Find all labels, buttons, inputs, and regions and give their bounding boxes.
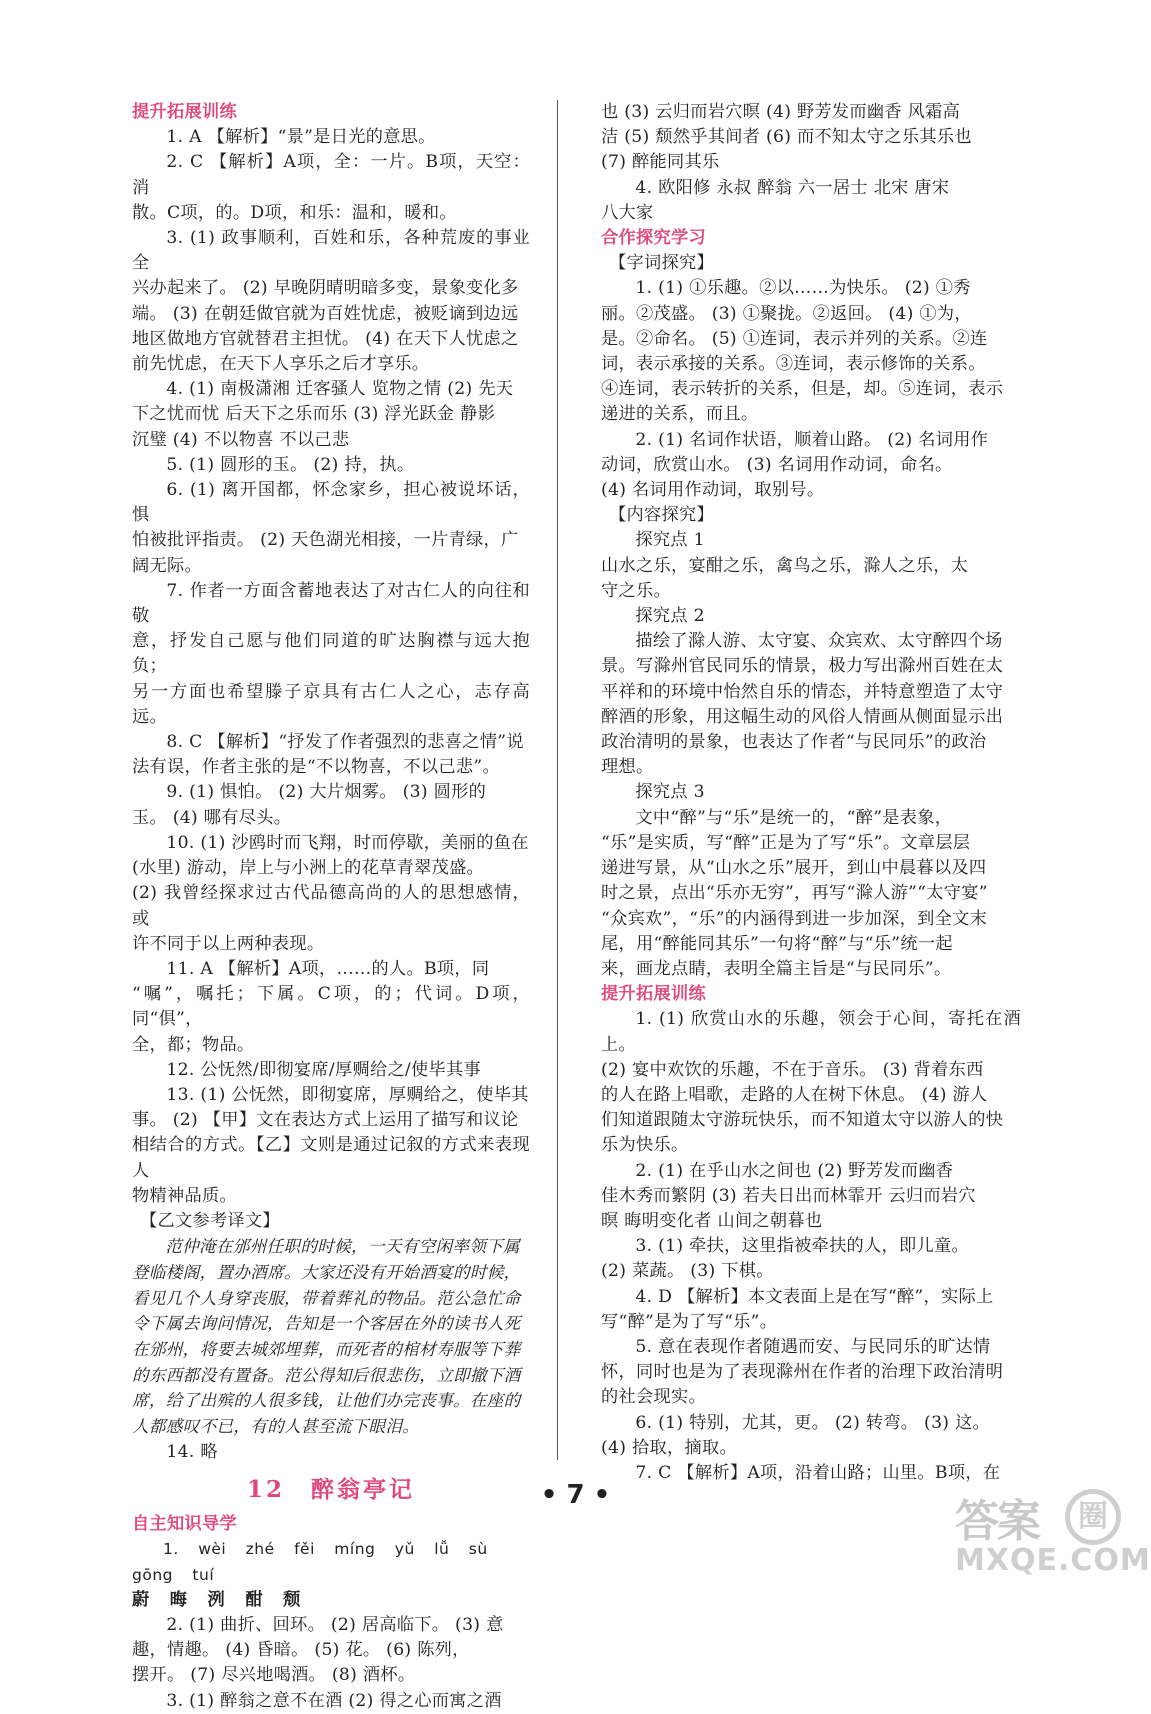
answer-line: 散。C项，的。D项，和乐：温和，暖和。 bbox=[132, 202, 457, 223]
watermark-url: MXQE.COM bbox=[955, 1543, 1151, 1578]
answer-line: 4. (1) 南极潇湘 迁客骚人 览物之情 (2) 先天 bbox=[166, 379, 514, 400]
right-column bbox=[601, 100, 1021, 1486]
answer-line: 2. C 【解析】A项，全：一片。B项，天空：消 bbox=[132, 152, 530, 198]
answer-line: 全，都；物品。 bbox=[132, 1034, 255, 1055]
pinyin-line: 1. wèi zhé fěi míng yǔ lǚ sù gōng tuí bbox=[132, 1540, 488, 1584]
answer-line: 的人在路上唱歌，走路的人在树下休息。 (4) 游人 bbox=[601, 1084, 988, 1105]
answer-line: 洁 (5) 颓然乎其间者 (6) 而不知太守之乐其乐也 bbox=[601, 127, 972, 148]
answer-line: (2) 宴中欢饮的乐趣，不在于音乐。 (3) 背着东西 bbox=[601, 1059, 984, 1080]
answer-line: 递进写景，从“山水之乐”展开，到山中晨暮以及四 bbox=[601, 858, 987, 879]
subsection-label: 【乙文参考译文】 bbox=[140, 1210, 280, 1231]
answer-line: (2) 菜蔬。 (3) 下棋。 bbox=[601, 1261, 774, 1282]
answer-line: 5. 意在表现作者随遇而安、与民同乐的旷达情 bbox=[635, 1336, 991, 1357]
answer-line: 平祥和的环境中怡然自乐的情态，并特意塑造了太守 bbox=[601, 681, 1004, 702]
answer-line: 2. (1) 名词作状语，顺着山路。 (2) 名词用作 bbox=[635, 429, 989, 450]
answer-line: 1. A 【解析】“景”是日光的意思。 bbox=[166, 127, 436, 148]
answer-line: 6. (1) 离开国都，怀念家乡，担心被说坏话，惧 bbox=[132, 480, 530, 526]
answer-line: 怀，同时也是为了表现滁州在作者的治理下政治清明 bbox=[601, 1362, 1004, 1383]
answer-line: 13. (1) 公怃然，即彻宴席，厚赒给之，使毕其 bbox=[166, 1084, 529, 1105]
translation-line: 的东西都没有置备。范公得知后很悲伤，立即撤下酒 bbox=[132, 1365, 521, 1385]
answer-line: “乐”是实质，写“醉”正是为了写“乐”。文章层层 bbox=[601, 832, 971, 853]
answer-line: 意，抒发自己愿与他们同道的旷达胸襟与远大抱负； bbox=[132, 631, 530, 677]
answer-line: 阔无际。 bbox=[132, 555, 202, 576]
answer-line: 端。 (3) 在朝廷做官就为百姓忧虑，被贬谪到边远 bbox=[132, 303, 519, 324]
answer-line: 佳木秀而繁阴 (3) 若夫日出而林霏开 云归而岩穴 bbox=[601, 1185, 976, 1206]
answer-line: 下之忧而忧 后天下之乐而乐 (3) 浮光跃金 静影 bbox=[132, 404, 496, 425]
answer-line: 暝 晦明变化者 山间之朝暮也 bbox=[601, 1210, 823, 1231]
answer-line: 写“醉”是为了写“乐”。 bbox=[601, 1311, 778, 1332]
answer-line: 八大家 bbox=[601, 202, 654, 223]
answer-line: 文中“醉”与“乐”是统一的，“醉”是表象， bbox=[635, 807, 953, 828]
answer-line: 9. (1) 惧怕。 (2) 大片烟雾。 (3) 圆形的 bbox=[166, 782, 487, 803]
answer-line: 动词，欣赏山水。 (3) 名词用作动词，命名。 bbox=[601, 454, 953, 475]
answer-line: 4. 欧阳修 永叔 醉翁 六一居士 北宋 唐宋 bbox=[635, 177, 950, 198]
answer-line: 山水之乐，宴酣之乐，禽鸟之乐，滁人之乐，太 bbox=[601, 555, 969, 576]
inquiry-point-label: 探究点 3 bbox=[635, 782, 705, 803]
column-divider bbox=[557, 100, 558, 1460]
inquiry-point-label: 探究点 1 bbox=[635, 530, 705, 551]
answer-line: 描绘了滁人游、太守宴、众宾欢、太守醉四个场 bbox=[635, 631, 1003, 652]
answer-line: 来，画龙点睛，表明全篇主旨是“与民同乐”。 bbox=[601, 958, 952, 979]
answer-line: 尾，用“醉能同其乐”一句将“醉”与“乐”统一起 bbox=[601, 933, 953, 954]
answer-line: 14. 略 bbox=[166, 1441, 218, 1462]
answer-line: 时之景，点出“乐亦无穷”，再写“滁人游”“太守宴” bbox=[601, 883, 988, 904]
answer-line: 玉。 (4) 哪有尽头。 bbox=[132, 807, 292, 828]
translation-line: 席，给了出殡的人很多钱，让他们办完丧事。在座的 bbox=[132, 1391, 521, 1411]
answer-line: 3. (1) 醉翁之意不在酒 (2) 得之心而寓之酒 bbox=[166, 1690, 502, 1711]
answer-line: 7. 作者一方面含蓄地表达了对古仁人的向往和敬 bbox=[132, 580, 530, 627]
answer-line: 政治清明的景象，也表达了作者“与民同乐”的政治 bbox=[601, 732, 987, 753]
watermark bbox=[945, 1485, 1151, 1585]
section-heading: 提升拓展训练 bbox=[601, 984, 706, 1005]
answer-line: (水里) 游动，岸上与小洲上的花草青翠茂盛。 bbox=[132, 858, 485, 879]
answer-line: 4. D 【解析】本文表面上是在写“醉”，实际上 bbox=[635, 1286, 994, 1307]
translation-line: 人都感叹不已，有的人甚至流下眼泪。 bbox=[132, 1417, 420, 1437]
answer-line: 1. (1) 欣赏山水的乐趣，领会于心间，寄托在酒上。 bbox=[601, 1009, 1021, 1055]
answer-line: 景。写滁州官民同乐的情景，极力写出滁州百姓在太 bbox=[601, 656, 1004, 677]
answer-line: 2. (1) 在乎山水之间也 (2) 野芳发而幽香 bbox=[635, 1160, 954, 1181]
answer-line: ④连词，表示转折的关系，但是，却。⑤连词，表示 bbox=[601, 379, 1004, 400]
answer-line: “嘱”，嘱托；下属。C项，的；代词。D项，同“俱”， bbox=[132, 984, 530, 1030]
answer-line: 前先忧虑，在天下人享乐之后才享乐。 bbox=[132, 354, 430, 375]
answer-line: 另一方面也希望滕子京具有古仁人之心，志存高远。 bbox=[132, 681, 530, 727]
answer-line: 们知道跟随太守游玩快乐，而不知道太守以游人的快 bbox=[601, 1110, 1004, 1131]
subsection-label: 【字词探究】 bbox=[609, 253, 714, 274]
answer-line: 摆开。 (7) 尽兴地喝酒。 (8) 酒杯。 bbox=[132, 1665, 416, 1686]
answer-line: 事。 (2) 【甲】文在表达方式上运用了描写和议论 bbox=[132, 1110, 519, 1131]
translation-line: 看见几个人身穿丧服，带着葬礼的物品。范公急忙命 bbox=[132, 1288, 521, 1308]
answer-line: 3. (1) 政事顺利，百姓和乐，各种荒废的事业全 bbox=[132, 228, 530, 274]
answer-line: 3. (1) 牵扶，这里指被牵扶的人，即儿童。 bbox=[635, 1236, 969, 1257]
answer-line: 相结合的方式。【乙】文则是通过记叙的方式来表现人 bbox=[132, 1135, 530, 1181]
answer-line: (2) 我曾经探求过古代品德高尚的人的思想感情，或 bbox=[132, 883, 530, 929]
answer-line: (7) 醉能同其乐 bbox=[601, 152, 720, 173]
answer-line: 许不同于以上两种表现。 bbox=[132, 933, 325, 954]
inquiry-point-label: 探究点 2 bbox=[635, 606, 705, 627]
answer-line: 理想。 bbox=[601, 757, 654, 778]
answer-line: 也 (3) 云归而岩穴暝 (4) 野芳发而幽香 风霜高 bbox=[601, 102, 961, 122]
answer-line: (4) 名词用作动词，取别号。 bbox=[601, 480, 825, 501]
watermark-circle-icon: 圈 bbox=[1065, 1489, 1121, 1545]
answer-line: 地区做地方官就替君主担忧。 (4) 在天下人忧虑之 bbox=[132, 328, 519, 349]
answer-line: 丽。②茂盛。 (3) ①聚拢。②返回。 (4) ①为， bbox=[601, 303, 972, 324]
answer-line: 沉璧 (4) 不以物喜 不以己悲 bbox=[132, 429, 350, 450]
answer-line: (4) 拾取，摘取。 bbox=[601, 1437, 737, 1458]
answer-line: 醉酒的形象，用这幅生动的风俗人情画从侧面显示出 bbox=[601, 706, 1004, 727]
answer-line: 1. (1) ①乐趣。②以……为快乐。 (2) ①秀 bbox=[635, 278, 971, 299]
section-heading: 提升拓展训练 bbox=[132, 102, 237, 122]
watermark-logo: 答案 bbox=[955, 1496, 1039, 1547]
subsection-label: 【内容探究】 bbox=[609, 505, 714, 526]
answer-line: 是。②命名。 (5) ①连词，表示并列的关系。②连 bbox=[601, 328, 988, 349]
answer-line: 6. (1) 特别，尤其，更。 (2) 转弯。 (3) 这。 bbox=[635, 1412, 991, 1433]
translation-line: 令下属去询问情况，告知是一个客居在外的读书人死 bbox=[132, 1314, 521, 1334]
section-heading: 自主知识导学 bbox=[132, 1514, 237, 1535]
answer-line: 物精神品质。 bbox=[132, 1185, 237, 1206]
answer-line: 兴办起来了。 (2) 早晚阴晴明暗多变，景象变化多 bbox=[132, 278, 519, 299]
answer-line: 趣，情趣。 (4) 昏暗。 (5) 花。 (6) 陈列， bbox=[132, 1640, 470, 1661]
left-column bbox=[132, 100, 530, 1714]
answer-line: 的社会现实。 bbox=[601, 1387, 706, 1408]
answer-line: 8. C 【解析】“抒发了作者强烈的悲喜之情”说 bbox=[166, 732, 524, 753]
translation-line: 登临楼阁，置办酒席。大家还没有开始酒宴的时候， bbox=[132, 1262, 521, 1282]
translation-line: 范仲淹在邠州任职的时候，一天有空闲率领下属 bbox=[165, 1237, 520, 1257]
answer-line: 法有误，作者主张的是“不以物喜，不以己悲”。 bbox=[132, 757, 500, 778]
answer-line: 词，表示承接的关系。③连词，表示修饰的关系。 bbox=[601, 354, 986, 375]
answer-line: 守之乐。 bbox=[601, 580, 671, 601]
answer-line: 10. (1) 沙鸥时而飞翔，时而停歇，美丽的鱼在 bbox=[166, 832, 529, 853]
answer-line: 12. 公怃然/即彻宴席/厚赒给之/使毕其事 bbox=[166, 1059, 481, 1080]
lesson-title: 12 醉翁亭记 bbox=[246, 1475, 415, 1503]
answer-line: 乐为快乐。 bbox=[601, 1135, 689, 1156]
page-number: • 7 • bbox=[540, 1480, 611, 1510]
answer-line: 怕被批评指责。 (2) 天色湖光相接，一片青绿，广 bbox=[132, 530, 519, 551]
answer-line: 11. A 【解析】A项，……的人。B项，同 bbox=[166, 958, 490, 979]
answer-line: 递进的关系，而且。 bbox=[601, 404, 759, 425]
character-line: 蔚 晦 洌 酣 颓 bbox=[132, 1589, 301, 1610]
section-heading: 合作探究学习 bbox=[601, 228, 706, 249]
answer-line: “众宾欢”，“乐”的内涵得到进一步加深，到全文末 bbox=[601, 908, 988, 929]
translation-line: 在邠州，将要去城郊埋葬，而死者的棺材寿服等下葬 bbox=[132, 1339, 521, 1359]
answer-line: 7. C 【解析】A项，沿着山路；山里。B项，在 bbox=[635, 1462, 1001, 1483]
answer-line: 5. (1) 圆形的玉。 (2) 持，执。 bbox=[166, 454, 415, 475]
answer-line: 2. (1) 曲折、回环。 (2) 居高临下。 (3) 意 bbox=[166, 1614, 504, 1635]
